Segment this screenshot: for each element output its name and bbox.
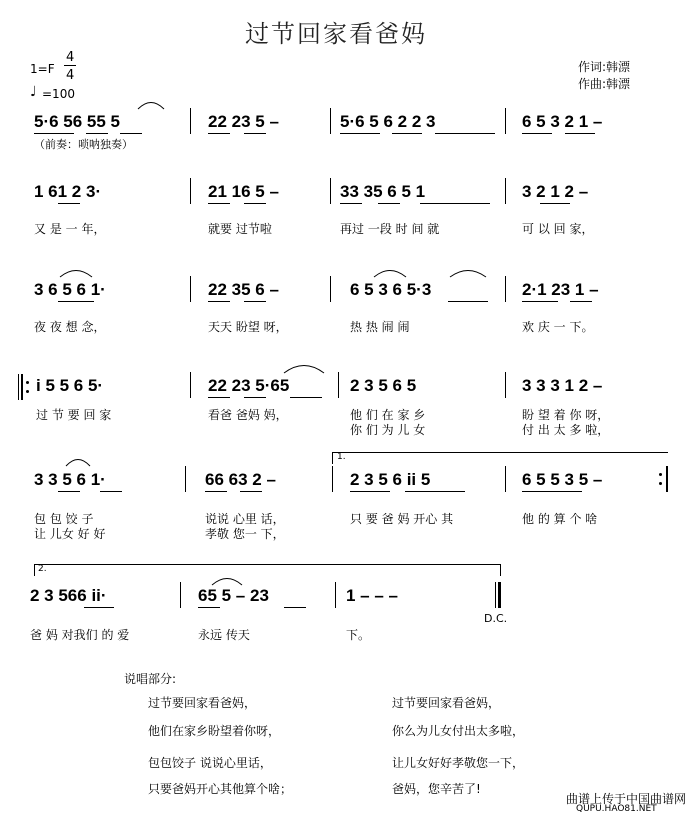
beam xyxy=(34,133,74,134)
barline xyxy=(190,108,191,134)
lyric-5-1: 包 包 饺 子 xyxy=(34,512,94,526)
measure-3-4: 2·1 23 1 – xyxy=(522,280,599,299)
repeat-dot xyxy=(26,381,29,384)
lyric-6-3: 下。 xyxy=(346,628,371,642)
beam xyxy=(244,301,266,302)
beam xyxy=(205,491,227,492)
lyric-4-2: 看爸 爸妈 妈， xyxy=(208,408,288,422)
lyric-4-3-verse2: 你 们 为 儿 女 xyxy=(350,423,426,437)
measure-6-1: 2 3 566 ii· xyxy=(30,586,107,605)
beam xyxy=(244,397,266,398)
beam xyxy=(540,203,570,204)
barline xyxy=(185,466,186,492)
beam xyxy=(570,301,592,302)
measure-4-4: 3 3 3 1 2 – xyxy=(522,376,603,395)
measure-4-3: 2 3 5 6 5 xyxy=(350,376,417,395)
final-bar-thick xyxy=(498,582,501,608)
lyric-5-1-verse2: 让 儿女 好 好 xyxy=(34,527,106,541)
beam xyxy=(208,301,230,302)
beam xyxy=(240,491,262,492)
barline xyxy=(505,178,506,204)
lyric-2-4: 可 以 回 家， xyxy=(522,222,594,236)
rap-left-3: 包包饺子 说说心里话， xyxy=(148,756,272,770)
rap-heading: 说唱部分: xyxy=(124,672,177,686)
measure-4-1: i 5 5 6 5· xyxy=(36,376,104,395)
lyric-2-1: 又 是 一 年， xyxy=(34,222,106,236)
measure-6-3: 1 – – – xyxy=(346,586,398,605)
measure-5-1: 3 3 5 6 1· xyxy=(34,470,106,489)
slur xyxy=(64,455,92,467)
volta-1-bracket xyxy=(332,452,333,464)
barline xyxy=(190,178,191,204)
lyric-5-3: 只 要 爸 妈 开心 其 xyxy=(350,512,454,526)
slur xyxy=(210,574,244,586)
rap-right-2: 你么为儿女付出太多啦， xyxy=(392,724,525,738)
beam xyxy=(208,397,230,398)
repeat-start-bar xyxy=(18,374,19,400)
barline xyxy=(180,582,181,608)
measure-3-3: 6 5 3 6 5·3 xyxy=(350,280,432,299)
lyric-2-3: 再过 一段 时 间 就 xyxy=(340,222,440,236)
rap-right-1: 过节要回家看爸妈， xyxy=(392,696,501,710)
barline xyxy=(338,372,339,398)
lyric-4-1: 过 节 要 回 家 xyxy=(36,408,112,422)
barline xyxy=(505,466,506,492)
rap-right-4: 爸妈，您辛苦了! xyxy=(392,782,481,796)
measure-6-2: 65 5 – 23 xyxy=(198,586,269,605)
lyric-3-2: 天天 盼望 呀， xyxy=(208,320,288,334)
page-title: 过节回家看爸妈 xyxy=(245,20,427,48)
rap-left-1: 过节要回家看爸妈， xyxy=(148,696,257,710)
beam xyxy=(435,133,495,134)
repeat-dot xyxy=(26,390,29,393)
beam xyxy=(420,203,490,204)
slur xyxy=(58,266,94,278)
beam xyxy=(290,397,322,398)
beam xyxy=(208,203,230,204)
beam xyxy=(405,491,465,492)
beam xyxy=(244,203,266,204)
beam xyxy=(120,133,142,134)
beam xyxy=(350,491,390,492)
measure-1-1: 5·6 56 55 5 xyxy=(34,112,121,131)
time-sig-top: 4 xyxy=(66,50,75,65)
measure-5-4: 6 5 5 3 5 – xyxy=(522,470,603,489)
final-bar xyxy=(495,582,496,608)
barline xyxy=(330,276,331,302)
beam xyxy=(522,133,552,134)
repeat-dot xyxy=(659,482,662,485)
lyric-5-2: 说说 心里 话， xyxy=(205,512,285,526)
key-signature: 1=F xyxy=(30,62,55,76)
lyric-6-2: 永远 传天 xyxy=(198,628,250,642)
repeat-end-bar xyxy=(666,466,668,492)
measure-5-3: 2 3 5 6 ii 5 xyxy=(350,470,431,489)
repeat-dot xyxy=(659,473,662,476)
slur xyxy=(136,98,166,110)
lyric-6-1: 爸 妈 对我们 的 爱 xyxy=(30,628,130,642)
volta-2-bracket xyxy=(34,564,35,576)
beam xyxy=(208,133,230,134)
repeat-start-bar-thick xyxy=(21,374,23,400)
slur xyxy=(372,266,408,278)
beam xyxy=(565,133,595,134)
time-sig-line xyxy=(64,65,76,66)
volta-1-label: 1. xyxy=(337,452,346,462)
beam xyxy=(86,133,108,134)
lyric-4-3: 他 们 在 家 乡 xyxy=(350,408,426,422)
barline xyxy=(330,108,331,134)
measure-2-2: 21 16 5 – xyxy=(208,182,279,201)
barline xyxy=(190,372,191,398)
lyric-3-3: 热 热 闹 闹 xyxy=(350,320,410,334)
barline xyxy=(332,466,333,492)
time-sig-bottom: 4 xyxy=(66,68,75,83)
quarter-note-icon: ♩ xyxy=(30,84,37,100)
barline xyxy=(190,276,191,302)
barline xyxy=(330,178,331,204)
measure-4-2: 22 23 5·65 xyxy=(208,376,290,395)
measure-2-1: 1 61 2 3· xyxy=(34,182,102,201)
volta-2-line xyxy=(34,564,500,565)
barline xyxy=(335,582,336,608)
barline xyxy=(505,372,506,398)
lyric-3-1: 夜 夜 想 念， xyxy=(34,320,106,334)
barline xyxy=(505,276,506,302)
beam xyxy=(378,203,400,204)
measure-1-3: 5·6 5 6 2 2 3 xyxy=(340,112,436,131)
lyric-5-2-verse2: 孝敬 您一 下， xyxy=(205,527,285,541)
beam xyxy=(448,301,488,302)
site-credit: 曲谱上传于中国曲谱网 xyxy=(566,792,687,806)
lyricist-credit: 作词:韩漂 xyxy=(578,60,631,74)
beam xyxy=(198,607,220,608)
tempo-marking: =100 xyxy=(42,87,75,101)
volta-1-line xyxy=(332,452,668,453)
beam xyxy=(58,203,80,204)
volta-2-bracket-end xyxy=(500,564,501,576)
intro-note: （前奏：唢呐独奏） xyxy=(34,138,133,151)
beam xyxy=(58,301,94,302)
measure-1-4: 6 5 3 2 1 – xyxy=(522,112,603,131)
lyric-5-4: 他 的 算 个 啥 xyxy=(522,512,598,526)
beam xyxy=(58,491,80,492)
lyric-2-2: 就要 过节啦 xyxy=(208,222,272,236)
dc-marking: D.C. xyxy=(484,612,508,625)
measure-5-2: 66 63 2 – xyxy=(205,470,276,489)
measure-3-2: 22 35 6 – xyxy=(208,280,279,299)
beam xyxy=(522,301,558,302)
lyric-3-4: 欢 庆 一 下。 xyxy=(522,320,594,334)
lyric-4-4-verse2: 付 出 太 多 啦， xyxy=(522,423,610,437)
barline xyxy=(505,108,506,134)
composer-credit: 作曲:韩漂 xyxy=(578,77,631,91)
lyric-4-4: 盼 望 着 你 呀， xyxy=(522,408,610,422)
measure-2-4: 3 2 1 2 – xyxy=(522,182,589,201)
measure-1-2: 22 23 5 – xyxy=(208,112,279,131)
slur xyxy=(282,360,326,374)
measure-3-1: 3 6 5 6 1· xyxy=(34,280,106,299)
rap-right-3: 让儿女好好孝敬您一下， xyxy=(392,756,525,770)
beam xyxy=(284,607,306,608)
rap-left-2: 他们在家乡盼望着你呀， xyxy=(148,724,281,738)
measure-2-3: 33 35 6 5 1 xyxy=(340,182,426,201)
beam xyxy=(244,133,266,134)
beam xyxy=(392,133,422,134)
slur xyxy=(448,266,488,278)
rap-left-4: 只要爸妈开心其他算个啥； xyxy=(148,782,293,796)
volta-2-label: 2. xyxy=(38,564,47,574)
site-url: QUPU.HAO81.NET xyxy=(576,804,657,814)
beam xyxy=(522,491,582,492)
beam xyxy=(340,133,380,134)
beam xyxy=(84,607,114,608)
beam xyxy=(100,491,122,492)
beam xyxy=(340,203,362,204)
